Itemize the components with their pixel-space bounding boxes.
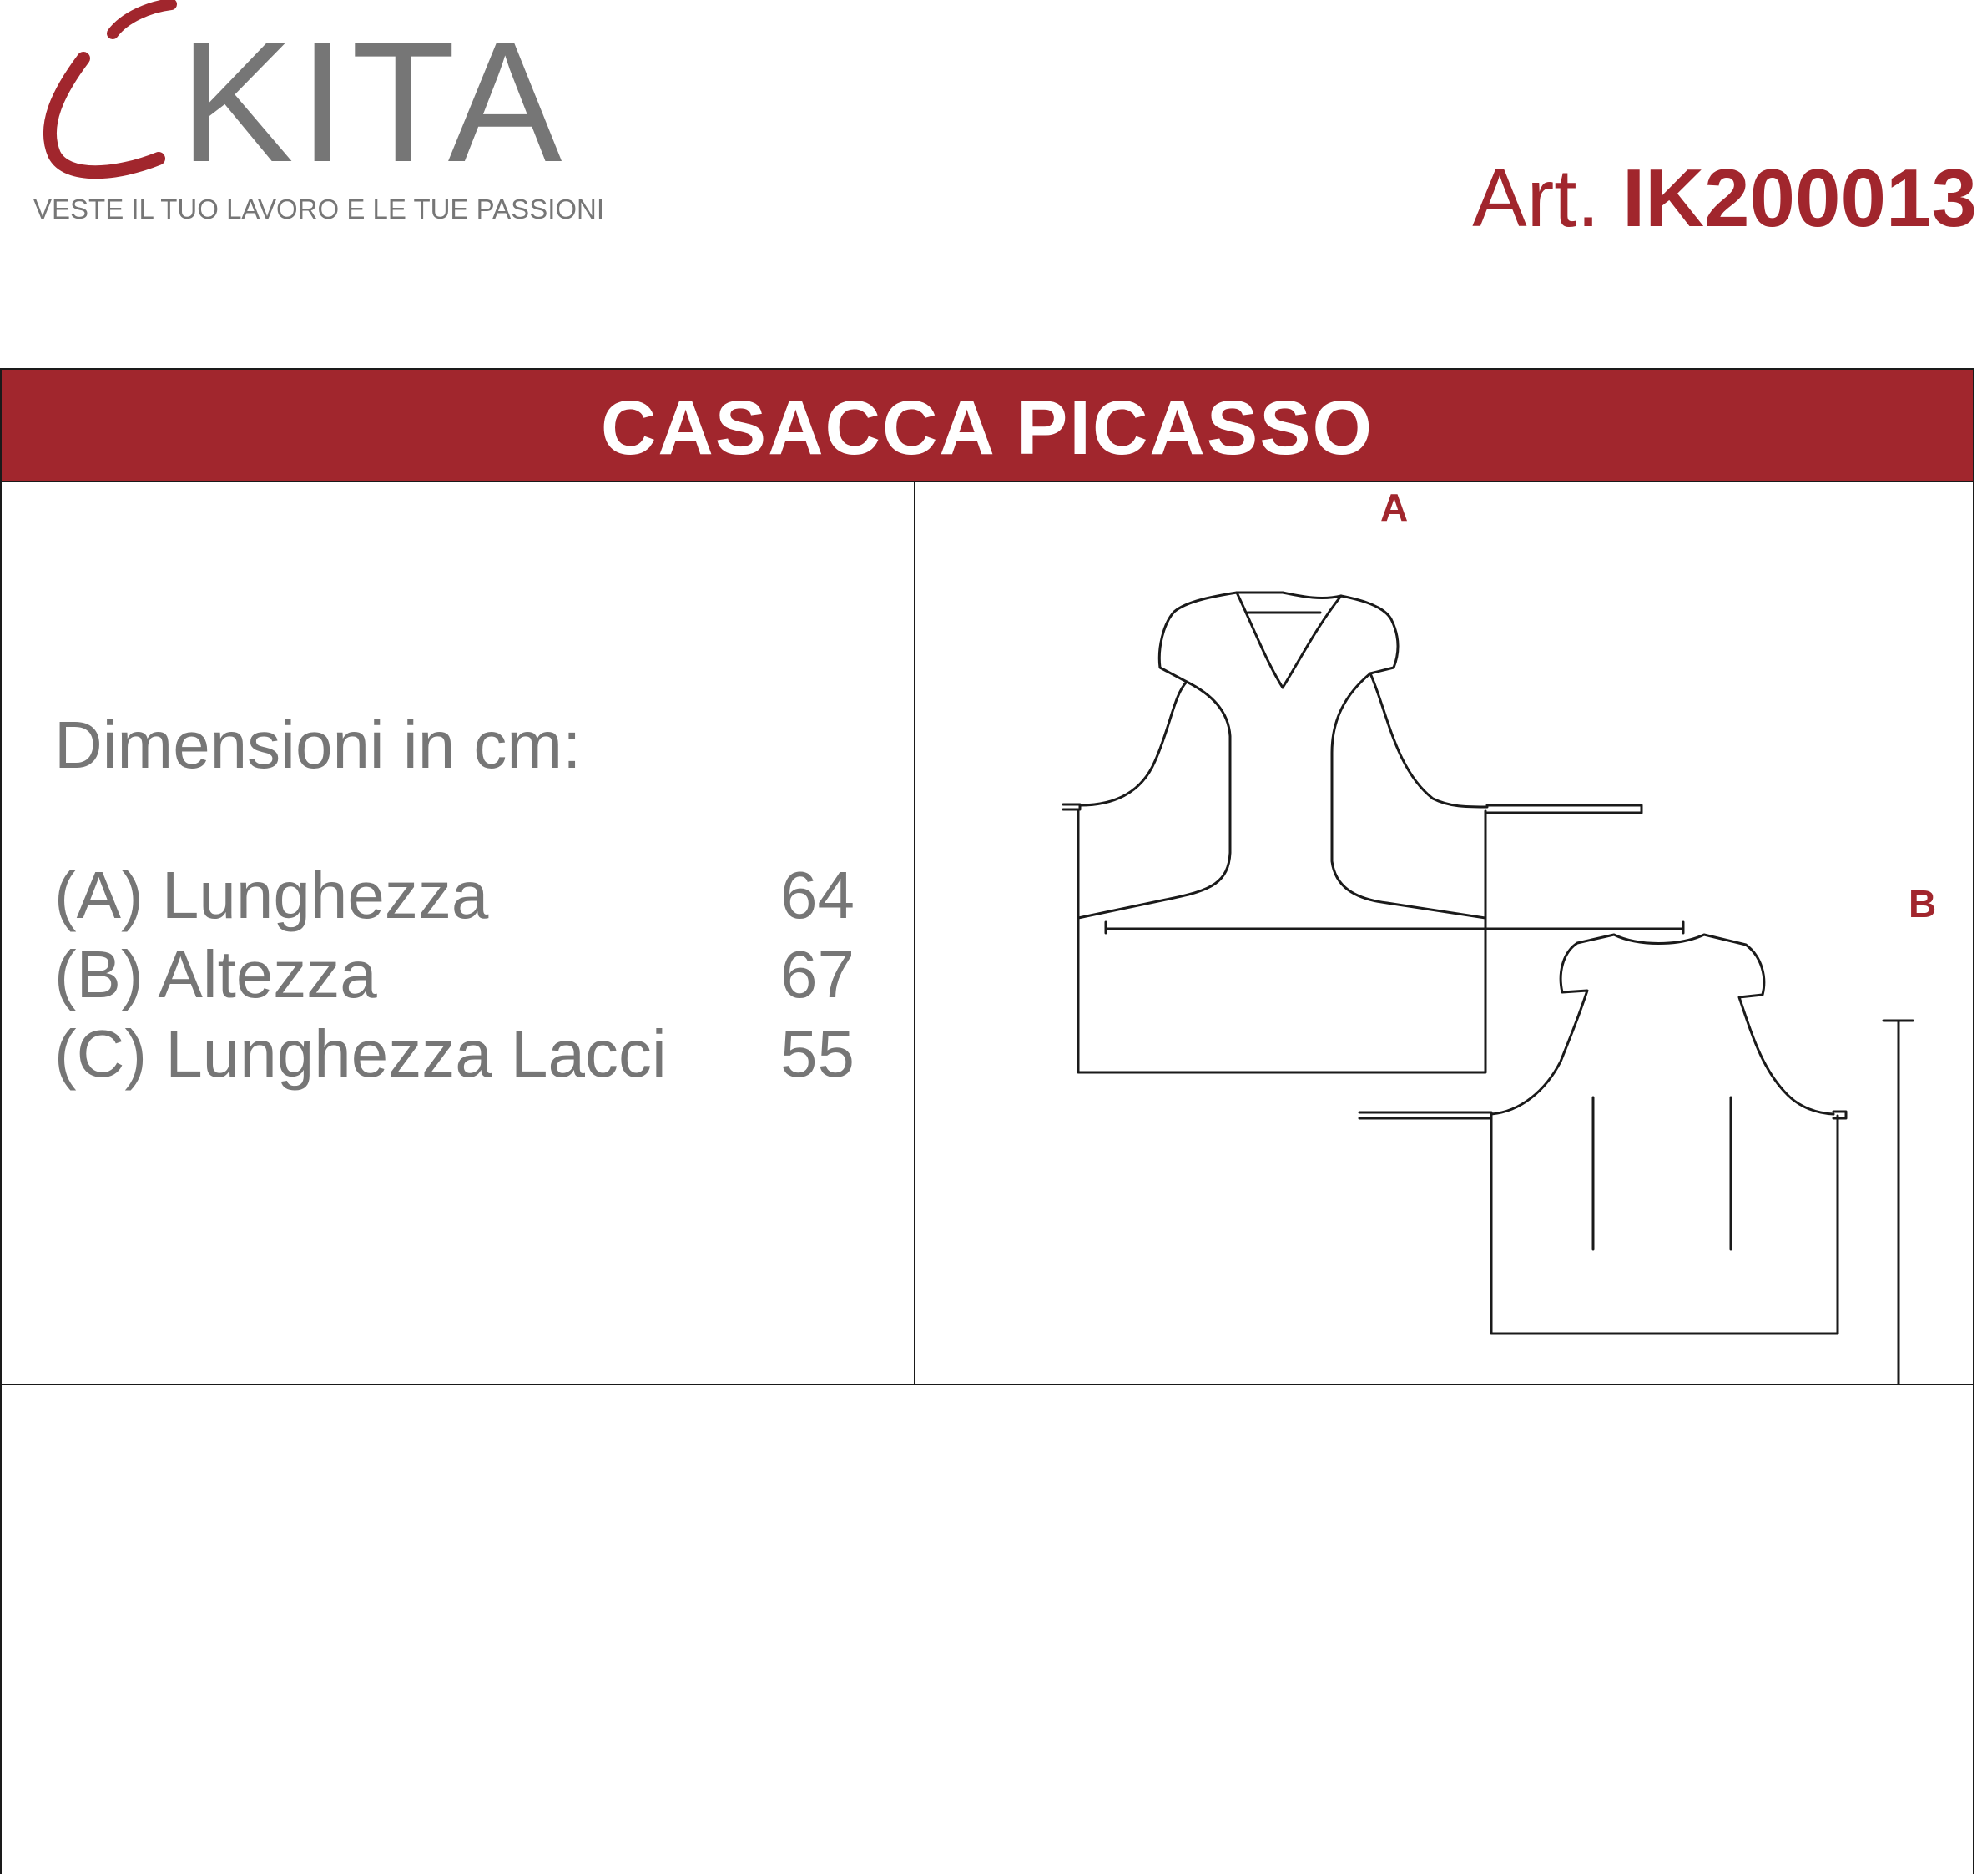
dimensions-heading: Dimensioni in cm: <box>54 708 582 782</box>
product-title: CASACCA PICASSO <box>600 386 1374 471</box>
logo-wordmark: KITA <box>179 7 567 198</box>
front-view <box>1063 593 1642 1072</box>
dimension-row-b <box>54 937 872 1012</box>
dimension-row-c <box>54 1016 872 1092</box>
dimension-row-a <box>54 858 872 933</box>
notes-area <box>2 1385 1973 1876</box>
dimension-label: (C) Lunghezza Lacci <box>54 1016 667 1091</box>
dimension-label: (B) Altezza <box>54 937 377 1011</box>
garment-drawing <box>915 482 1974 1384</box>
article-code <box>1472 152 1977 244</box>
spec-sheet <box>0 368 1974 1874</box>
article-number: IK200013 <box>1621 152 1977 244</box>
dimension-value: 64 <box>780 858 855 932</box>
height-dimension-line <box>1884 1021 1913 1384</box>
width-dimension-line <box>1106 922 1683 933</box>
height-marker: B <box>1909 882 1937 925</box>
brand-logo <box>25 0 626 234</box>
logo-tagline: VESTE IL TUO LAVORO E LE TUE PASSIONI <box>33 194 605 224</box>
article-prefix: Art. <box>1472 152 1600 244</box>
title-bar <box>2 370 1973 482</box>
width-marker: A <box>1380 486 1409 529</box>
back-view <box>1359 935 1846 1334</box>
garment-sketch <box>915 482 1974 1384</box>
dimension-value: 55 <box>780 1016 855 1091</box>
dimension-label: (A) Lunghezza <box>54 858 489 932</box>
dimension-value: 67 <box>780 937 855 1011</box>
